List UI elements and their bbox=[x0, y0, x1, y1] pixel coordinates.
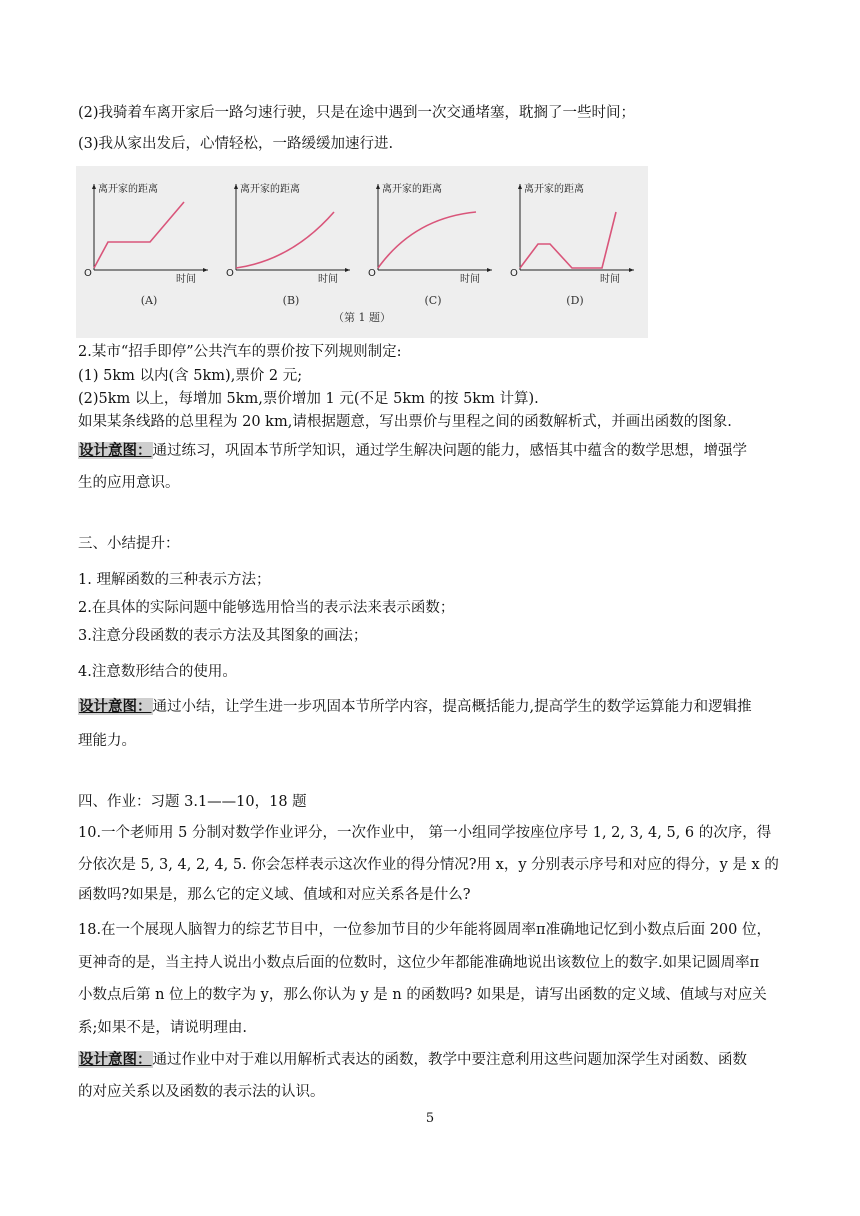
graph-a bbox=[80, 172, 218, 307]
graph-a-x-label: 时间 bbox=[176, 274, 196, 285]
section3-item-2: 2.在具体的实际问题中能够选用恰当的表示法来表示函数； bbox=[78, 600, 455, 616]
design-intent-2-label: 设计意图： bbox=[79, 698, 152, 715]
graph-b-origin: O bbox=[226, 268, 234, 279]
section4-heading: 四、作业：习题 3.1——10，18 题 bbox=[78, 794, 307, 810]
graph-b-label: (B) bbox=[282, 294, 300, 307]
graph-d-x-label: 时间 bbox=[600, 274, 620, 285]
graph-a-label: (A) bbox=[140, 294, 158, 307]
q18-line-4: 系;如果不是，请说明理由. bbox=[78, 1020, 247, 1036]
q10-line-1: 10.一个老师用 5 分制对数学作业评分，一次作业中， 第一小组同学按座位序号 1, 2, 3, 4, 5, 6 的次序，得 bbox=[78, 825, 772, 841]
page-number: 5 bbox=[425, 1111, 435, 1126]
graph-b-x-label: 时间 bbox=[318, 274, 338, 285]
graph-a-curve bbox=[94, 202, 184, 268]
design-intent-2 bbox=[78, 697, 788, 717]
design-intent-3-text: 通过作业中对于难以用解析式表达的函数，教学中要注意利用这些问题加深学生对函数、函数 bbox=[152, 1052, 747, 1068]
q10-line-3: 函数吗?如果是，那么它的定义域、值域和对应关系各是什么? bbox=[78, 887, 471, 903]
design-intent-1 bbox=[78, 441, 788, 461]
problem2-question: 如果某条线路的总里程为 20 km,请根据题意，写出票价与里程之间的函数解析式，并画出函数的图象. bbox=[78, 414, 732, 430]
design-intent-1-text: 通过练习，巩固本节所学知识，通过学生解决问题的能力，感悟其中蕴含的数学思想，增强学 bbox=[152, 443, 747, 459]
q10-line-2: 分依次是 5, 3, 4, 2, 4, 5. 你会怎样表示这次作业的得分情况?用 x，y 分别表示序号和对应的得分，y 是 x 的 bbox=[78, 857, 779, 873]
graph-c-plot bbox=[364, 172, 502, 296]
graph-d-y-label: 离开家的距离 bbox=[524, 184, 584, 195]
design-intent-1-label: 设计意图： bbox=[79, 442, 152, 459]
problem2-title: 2.某市“招手即停”公共汽车的票价按下列规则制定: bbox=[78, 344, 402, 360]
graph-c-x-label: 时间 bbox=[460, 274, 480, 285]
q18-line-2: 更神奇的是，当主持人说出小数点后面的位数时，这位少年都能准确地说出该数位上的数字.如果记圆周率π bbox=[78, 955, 760, 971]
graph-d-curve bbox=[520, 212, 616, 268]
graph-c-origin: O bbox=[368, 268, 376, 279]
section3-item-3: 3.注意分段函数的表示方法及其图象的画法； bbox=[78, 628, 368, 644]
problem1-item3: (3)我从家出发后，心情轻松，一路缓缓加速行进. bbox=[78, 136, 394, 152]
graph-c-label: (C) bbox=[424, 294, 442, 307]
graph-b-plot bbox=[222, 172, 360, 296]
graph-d-label: (D) bbox=[566, 294, 584, 307]
graph-d bbox=[506, 172, 644, 307]
section3-item-4: 4.注意数形结合的使用。 bbox=[78, 664, 237, 680]
problem2-rule1: (1) 5km 以内(含 5km),票价 2 元; bbox=[78, 368, 303, 384]
design-intent-1-cont: 生的应用意识。 bbox=[78, 475, 180, 491]
problem1-item2: (2)我骑着车离开家后一路匀速行驶，只是在途中遇到一次交通堵塞，耽搁了一些时间； bbox=[78, 105, 636, 121]
graph-a-origin: O bbox=[84, 268, 92, 279]
graph-d-origin: O bbox=[510, 268, 518, 279]
q18-line-3: 小数点后第 n 位上的数字为 y，那么你认为 y 是 n 的函数吗? 如果是，请写出函数的定义域、值域与对应关 bbox=[78, 987, 767, 1003]
design-intent-3-label: 设计意图： bbox=[79, 1051, 152, 1068]
design-intent-3-cont: 的对应关系以及函数的表示法的认识。 bbox=[78, 1084, 325, 1100]
problem2-rule2: (2)5km 以上，每增加 5km,票价增加 1 元(不足 5km 的按 5km 计算). bbox=[78, 391, 539, 407]
design-intent-3 bbox=[78, 1050, 788, 1070]
graph-a-plot bbox=[80, 172, 218, 296]
graph-c-y-label: 离开家的距离 bbox=[382, 184, 442, 195]
graph-d-plot bbox=[506, 172, 644, 296]
graph-b-y-label: 离开家的距离 bbox=[240, 184, 300, 195]
graph-b bbox=[222, 172, 360, 307]
q18-line-1: 18.在一个展现人脑智力的综艺节目中，一位参加节目的少年能将圆周率π准确地记忆到小数点后面 200 位， bbox=[78, 922, 771, 938]
graph-c bbox=[364, 172, 502, 307]
graph-b-curve bbox=[236, 212, 334, 268]
section3-item-1: 1. 理解函数的三种表示方法； bbox=[78, 572, 271, 588]
figure-distance-time-graphs bbox=[76, 166, 648, 338]
design-intent-2-cont: 理能力。 bbox=[78, 733, 136, 749]
graph-c-curve bbox=[378, 212, 476, 268]
graph-a-y-label: 离开家的距离 bbox=[98, 184, 158, 195]
figure-caption: （第 1 题） bbox=[333, 311, 391, 324]
section3-heading: 三、小结提升： bbox=[78, 536, 180, 552]
design-intent-2-text: 通过小结，让学生进一步巩固本节所学内容，提高概括能力,提高学生的数学运算能力和逻辑推 bbox=[152, 699, 752, 715]
